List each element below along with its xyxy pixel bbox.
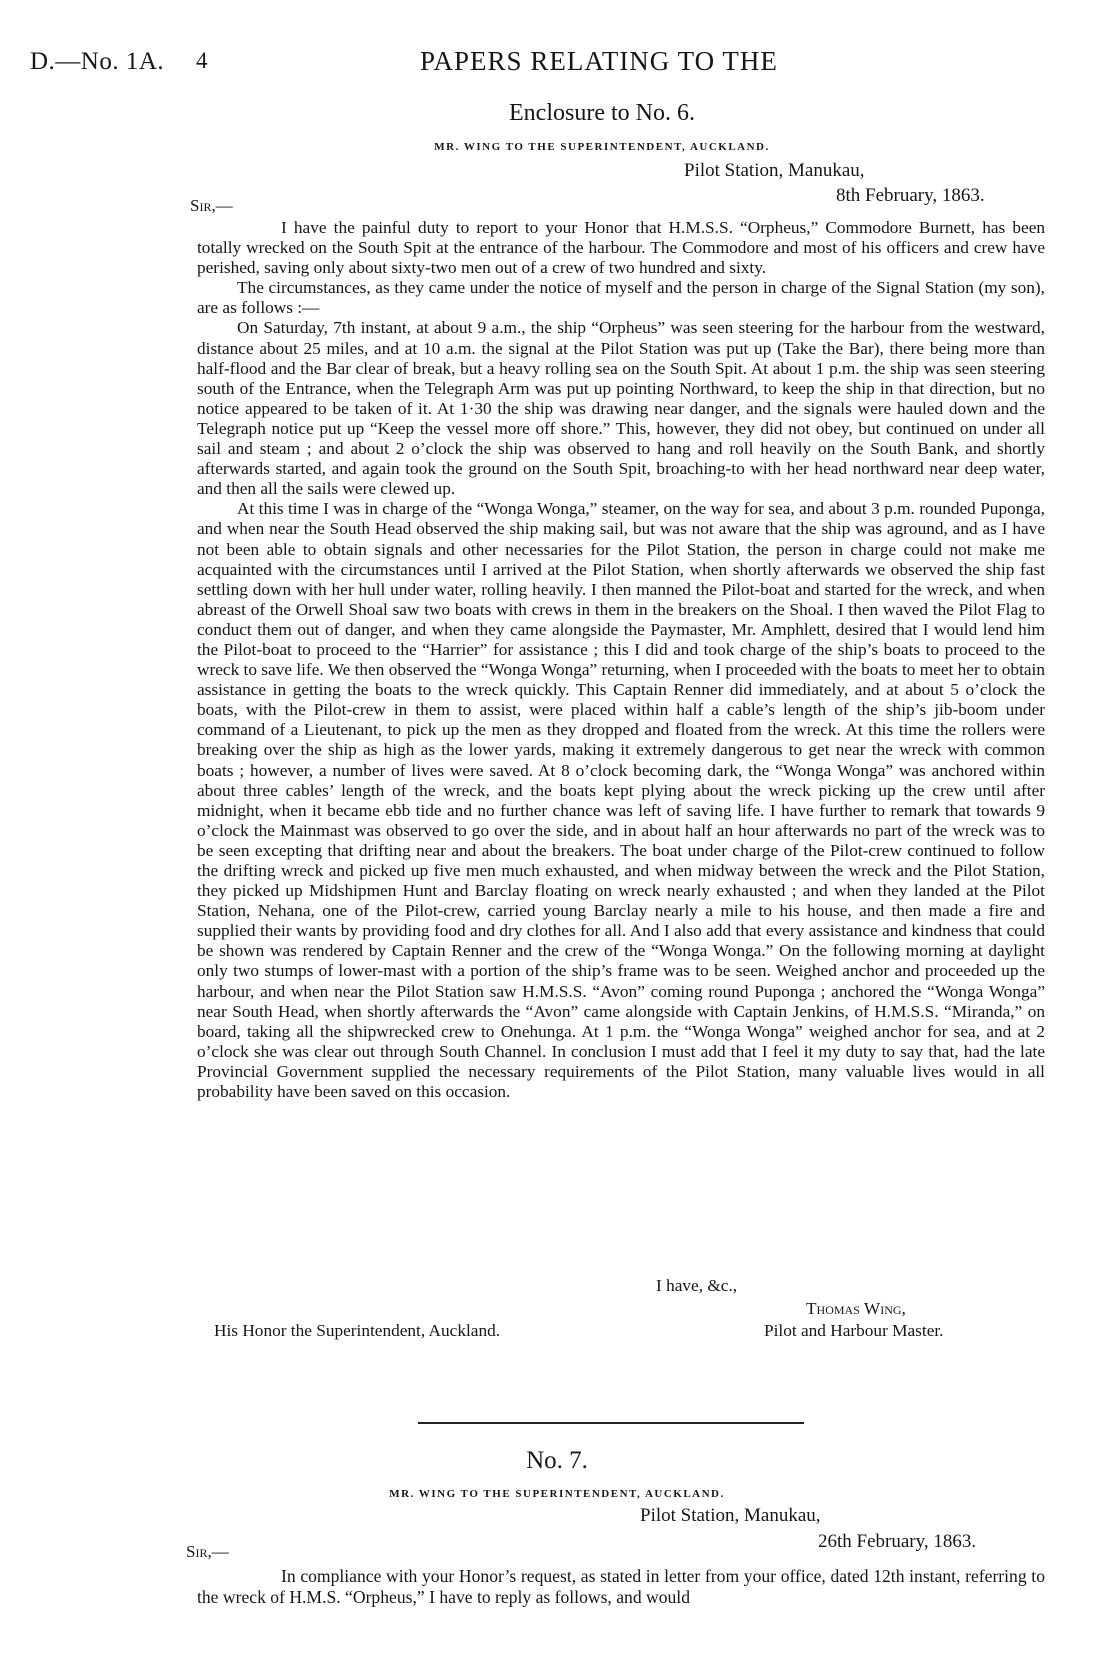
no7-letter-body <box>197 1566 1045 1607</box>
addressee: His Honor the Superintendent, Auckland. <box>214 1321 501 1340</box>
enclosure-title: Enclosure to No. 6. <box>509 100 695 126</box>
paragraph: I have the painful duty to report to your Honor that H.M.S.S. “Orpheus,” Commodore Burnett, has been totally wrecked on the South Spit at the entrance of the harbour. The Commodore and most of his officers and crew have perished, saving only about sixty-two men out of a crew of two hundred and sixty. <box>197 218 1045 278</box>
enclosure-subheading: MR. WING TO THE SUPERINTENDENT, AUCKLAND. <box>434 141 770 153</box>
running-title: PAPERS RELATING TO THE <box>420 46 778 76</box>
no7-salutation: Sir,— <box>186 1542 229 1561</box>
enclosure-place: Pilot Station, Manukau, <box>684 160 865 181</box>
no7-date: 26th February, 1863. <box>818 1531 977 1552</box>
no7-place: Pilot Station, Manukau, <box>640 1505 821 1526</box>
section-divider <box>418 1422 804 1424</box>
closing: I have, &c., <box>656 1276 738 1295</box>
page-number: 4 <box>196 48 208 73</box>
enclosure-salutation: Sir,— <box>190 196 233 215</box>
signature-name: Thomas Wing, <box>806 1299 906 1318</box>
document-reference: D.—No. 1A. <box>30 48 165 75</box>
paragraph: In compliance with your Honor’s request, as stated in letter from your office, dated 12th instant, referring to the wreck of H.M.S. “Orpheus,” I have to reply as follows, and would <box>197 1566 1045 1607</box>
signature-title: Pilot and Harbour Master. <box>764 1321 944 1340</box>
paragraph: On Saturday, 7th instant, at about 9 a.m., the ship “Orpheus” was seen steering for the harbour from the westward, distance about 25 miles, and at 10 a.m. the signal at the Pilot Station was put up (Take the Bar), there being more than half-flood and the Bar clear of break, but a heavy rolling sea on the South Spit. At about 1 p.m. the ship was seen steering south of the Entrance, when the Telegraph Arm was put up pointing Northward, to keep the ship in that direction, but no notice appeared to be taken of it. At 1·30 the ship was drawing near danger, and the signals were hauled down and the Telegraph notice put up “Keep the vessel more off shore.” This, however, they did not obey, but continued on under all sail and steam ; and about 2 o’clock the ship was observed to hang and roll heavily on the South Bank, and shortly afterwards started, and again took the ground on the South Spit, broaching-to with her head northward near deep water, and then all the sails were clewed up. <box>197 318 1045 499</box>
section-title-no7: No. 7. <box>526 1447 588 1474</box>
paragraph: At this time I was in charge of the “Wonga Wonga,” steamer, on the way for sea, and about 3 p.m. rounded Puponga, and when near the South Head observed the ship making sail, but was not aware that the ship was aground, and as I have not been able to obtain signals and other necessaries for the Pilot Station, the person in charge could not make me acquainted with the circumstances until I arrived at the Pilot Station, when shortly afterwards we observed the ship fast settling down with her hull under water, rolling heavily. I then manned the Pilot-boat and started for the wreck, and when abreast of the Orwell Shoal saw two boats with crews in them in the breakers on the Shoal. I then waved the Pilot Flag to conduct them out of danger, and when they came alongside the Paymaster, Mr. Amphlett, desired that I would lend him the Pilot-boat to proceed to the “Harrier” for assistance ; this I did and took charge of the ship’s boats to proceed to the wreck to save life. We then observed the “Wonga Wonga” returning, when I proceeded with the boats to meet her to obtain assistance in getting the boats to the wreck quickly. This Captain Renner did immediately, and at about 5 o’clock the boats, with the Pilot-crew in them to assist, were placed within half a cable’s length of the ship’s jib-boom under command of a Lieutenant, to pick up the men as they dropped and floated from the wreck. At this time the rollers were breaking over the ship as high as the lower yards, making it extremely dangerous to get near the wreck with common boats ; however, a number of lives were saved. At 8 o’clock becoming dark, the “Wonga Wonga” was anchored within about three cables’ length of the wreck, and the boats kept plying about the wreck picking up the crew until after midnight, when it became ebb tide and no further chance was left of saving life. I have further to remark that towards 9 o’clock the Mainmast was observed to go over the side, and in about half an hour afterwards no part of the wreck was to be seen excepting that drifting near and about the breakers. The boat under charge of the Pilot-crew continued to follow the drifting wreck and picked up five men much exhausted, and when midway between the wreck and the Pilot Station, they picked up Midshipmen Hunt and Barclay floating on wreck nearly exhausted ; and when they landed at the Pilot Station, Nehana, one of the Pilot-crew, carried young Barclay nearly a mile to his house, and then made a fire and supplied their wants by providing food and dry clothes for all. And I also add that every assistance and kindness that could be shown was rendered by Captain Renner and the crew of the “Wonga Wonga.” On the following morning at daylight only two stumps of lower-mast with a portion of the ship’s frame was to be seen. Weighed anchor and proceeded up the harbour, and when near the Pilot Station saw H.M.S.S. “Avon” coming round Puponga ; anchored the “Wonga Wonga” near South Head, when shortly afterwards the “Avon” came alongside with Captain Jenkins, of H.M.S.S. “Miranda,” on board, taking all the shipwrecked crew to Onehunga. At 1 p.m. the “Wonga Wonga” weighed anchor for sea, and at 2 o’clock she was clear out through South Channel. In conclusion I must add that I feel it my duty to say that, had the late Provincial Government supplied the necessary requirements of the Pilot Station, many valuable lives would in all probability have been saved on this occasion. <box>197 499 1045 1102</box>
enclosure-date: 8th February, 1863. <box>836 185 985 206</box>
paragraph: The circumstances, as they came under the notice of myself and the person in charge of the Signal Station (my son), are as follows :— <box>197 278 1045 318</box>
no7-subheading: MR. WING TO THE SUPERINTENDENT, AUCKLAND. <box>389 1488 725 1500</box>
enclosure-letter-body <box>197 218 1045 1102</box>
